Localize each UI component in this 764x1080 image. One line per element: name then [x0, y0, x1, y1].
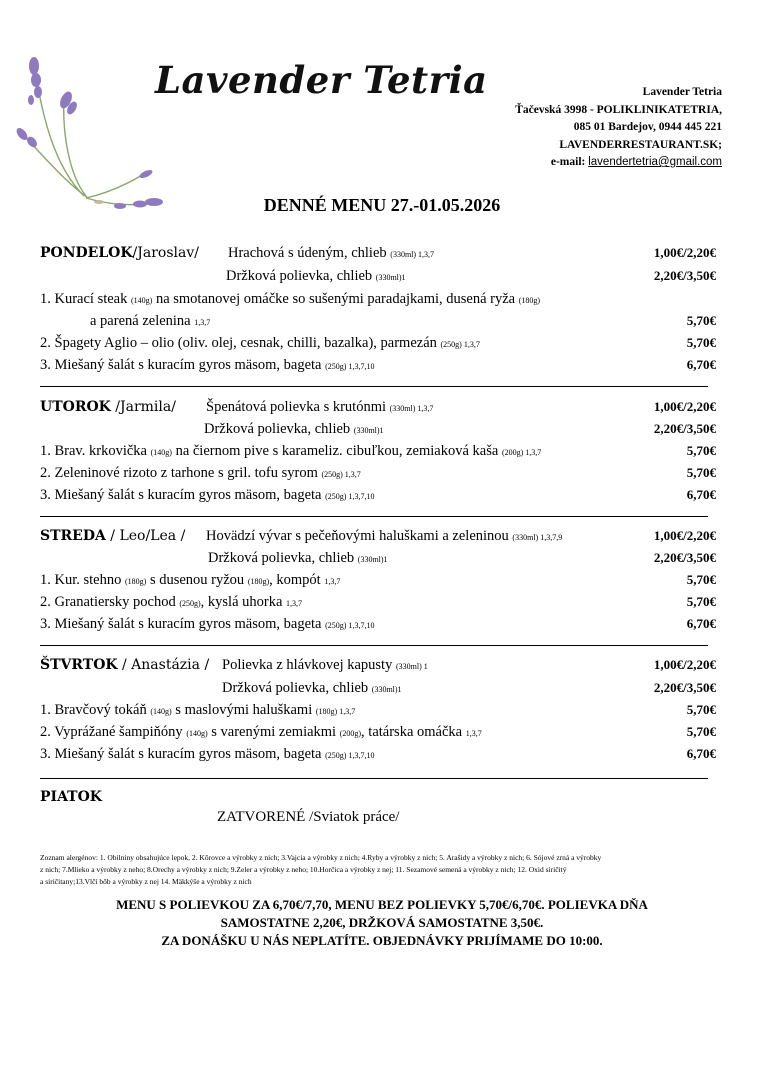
price: 2,20€/3,50€: [653, 550, 716, 565]
price: 6,70€: [686, 746, 716, 761]
day-name: PIATOK: [40, 789, 102, 805]
main-item: 3. Miešaný šalát s kuracím gyros mäsom, bageta (250g) 1,3,7,10: [40, 357, 375, 373]
main-item: 1. Kur. stehno (180g) s dusenou ryžou (180g), kompót 1,3,7: [40, 572, 341, 588]
main-item: 3. Miešaný šalát s kuracím gyros mäsom, bageta (250g) 1,3,7,10: [40, 746, 375, 762]
email-link[interactable]: lavendertetria@gmail.com: [588, 156, 722, 168]
main-item: 3. Miešaný šalát s kuracím gyros mäsom, bageta (250g) 1,3,7,10: [40, 616, 375, 632]
day-name: STREDA: [40, 528, 106, 544]
soup-row: [40, 547, 716, 569]
footer-note: MENU S POLIEVKOU ZA 6,70€/7,70, MENU BEZ POLIEVKY 5,70€/6,70€. POLIEVKA DŇA SAMOSTATNE 2,20€, DRŽKOVÁ SAMOSTATNE 3,50€. ZA DONÁŠKU U NÁS NEPLATÍTE. OBJEDNÁVKY PRIJÍMAME DO 10:00.: [116, 897, 648, 948]
day-row: [40, 525, 716, 547]
price: 2,20€/3,50€: [653, 268, 716, 283]
price: 1,00€/2,20€: [653, 245, 716, 260]
nameday: / Leo/Lea /: [105, 528, 186, 544]
price: 1,00€/2,20€: [653, 528, 716, 543]
price: 5,70€: [686, 702, 716, 717]
day-row: [40, 786, 716, 808]
soup-item: Držková polievka, chlieb (330ml)1: [208, 550, 388, 566]
main-item: 2. Granatiersky pochod (250g), kyslá uhorka 1,3,7: [40, 594, 303, 610]
menu-title: DENNÉ MENU 27.-01.05.2026: [263, 195, 501, 215]
soup-row: [40, 265, 716, 287]
brand-name: Lavender Tetria: [155, 58, 488, 102]
soup-item: Hrachová s údeným, chlieb (330ml) 1,3,7: [228, 245, 435, 261]
price: 5,70€: [686, 335, 716, 350]
price: 5,70€: [686, 313, 716, 328]
main-item: 2. Špagety Aglio – olio (oliv. olej, cesnak, chilli, bazalka), parmezán (250g) 1,3,7: [40, 335, 480, 351]
soup-row: [40, 418, 716, 440]
day-name: ŠTVRTOK: [40, 657, 118, 673]
soup-item: Držková polievka, chlieb (330ml)1: [226, 268, 406, 284]
contact-email-line: [422, 154, 722, 172]
day-name: PONDELOK: [40, 245, 133, 261]
soup-item: Špenátová polievka s krutónmi (330ml) 1,3,7: [206, 399, 434, 415]
main-row: [40, 569, 716, 591]
divider: [40, 516, 708, 517]
main-row: [40, 591, 716, 613]
day-row: [40, 242, 716, 264]
day-name: UTOROK: [40, 399, 111, 415]
price: 1,00€/2,20€: [653, 399, 716, 414]
main-row: [40, 332, 716, 354]
day-row: [40, 396, 716, 418]
main-item: 1. Bravčový tokáň (140g) s maslovými haluškami (180g) 1,3,7: [40, 702, 356, 718]
price: 5,70€: [686, 465, 716, 480]
price: 6,70€: [686, 616, 716, 631]
contact-name: Lavender Tetria: [642, 86, 722, 98]
divider: [40, 778, 708, 779]
main-item: 1. Kurací steak (140g) na smotanovej omáčke so sušenými paradajkami, dusená ryža (180g): [40, 291, 541, 307]
price: 5,70€: [686, 724, 716, 739]
soup-item: Polievka z hlávkovej kapusty (330ml) 1: [222, 657, 428, 673]
main-row: [40, 288, 716, 310]
nameday: /Jaroslav/: [132, 245, 199, 261]
main-row: [40, 743, 716, 765]
contact-block: [422, 84, 722, 172]
price: 5,70€: [686, 572, 716, 587]
divider: [40, 386, 708, 387]
main-item: a parená zelenina 1,3,7: [90, 313, 211, 329]
soup-item: Hovädzí vývar s pečeňovými haluškami a zeleninou (330ml) 1,3,7,9: [206, 528, 563, 544]
price: 5,70€: [686, 594, 716, 609]
soup-row: [40, 677, 716, 699]
main-row: [40, 440, 716, 462]
main-item: 1. Brav. krkovička (140g) na čiernom pive s karameliz. cibuľkou, zemiaková kaša (200g) 1,3,7: [40, 443, 542, 459]
price: 6,70€: [686, 357, 716, 372]
main-item: 3. Miešaný šalát s kuracím gyros mäsom, bageta (250g) 1,3,7,10: [40, 487, 375, 503]
price: 5,70€: [686, 443, 716, 458]
nameday: / Anastázia /: [117, 657, 210, 673]
price: 2,20€/3,50€: [653, 680, 716, 695]
price: 6,70€: [686, 487, 716, 502]
main-item: 2. Zeleninové rizoto z tarhone s gril. tofu syrom (250g) 1,3,7: [40, 465, 361, 481]
main-row: [40, 613, 716, 635]
contact-city-phone: 085 01 Bardejov, 0944 445 221: [573, 121, 722, 133]
nameday: /Jarmila/: [110, 399, 176, 415]
soup-item: Držková polievka, chlieb (330ml)1: [222, 680, 402, 696]
main-row: [40, 484, 716, 506]
closed-notice: ZATVORENÉ /Sviatok práce/: [217, 809, 400, 825]
main-item: 2. Vyprážané šampiňóny (140g) s varenými zemiakmi (200g), tatárska omáčka 1,3,7: [40, 724, 482, 740]
day-row: [40, 654, 716, 676]
email-label: e-mail:: [550, 156, 586, 168]
allergen-list: Zoznam alergénov: 1. Obilniny obsahujúce lepok, 2. Kôrovce a výrobky z nich; 3.Vajcia a výrobky z nich; 4.Ryby a výrobky z nich; 5. Arašidy a výrobky z nich; 6. Sójové zrná a výrobky z nich; 7.Mlieko a výrobky z neho; 8.Orechy a výrobky z nich; 9.Zeler a výrobky z neho; 10.Horčica a výrobky z nej; 11. Sezamové semená a výrobky z nich; 12. Oxid siričitý a siričitany;13.Vlčí bôb a výrobky z nej 14. Mäkkýše a výrobky z nich: [40, 853, 602, 886]
price: 2,20€/3,50€: [653, 421, 716, 436]
divider: [40, 645, 708, 646]
closed-notice-row: [40, 806, 716, 828]
main-row: [40, 699, 716, 721]
price: 1,00€/2,20€: [653, 657, 716, 672]
soup-item: Držková polievka, chlieb (330ml)1: [204, 421, 384, 437]
main-row: [40, 310, 716, 332]
main-row: [40, 354, 716, 376]
main-row: [40, 721, 716, 743]
contact-web: LAVENDERRESTAURANT.SK;: [559, 138, 722, 151]
contact-address: Ťačevská 3998 - POLIKLINIKATETRIA,: [515, 103, 722, 116]
main-row: [40, 462, 716, 484]
